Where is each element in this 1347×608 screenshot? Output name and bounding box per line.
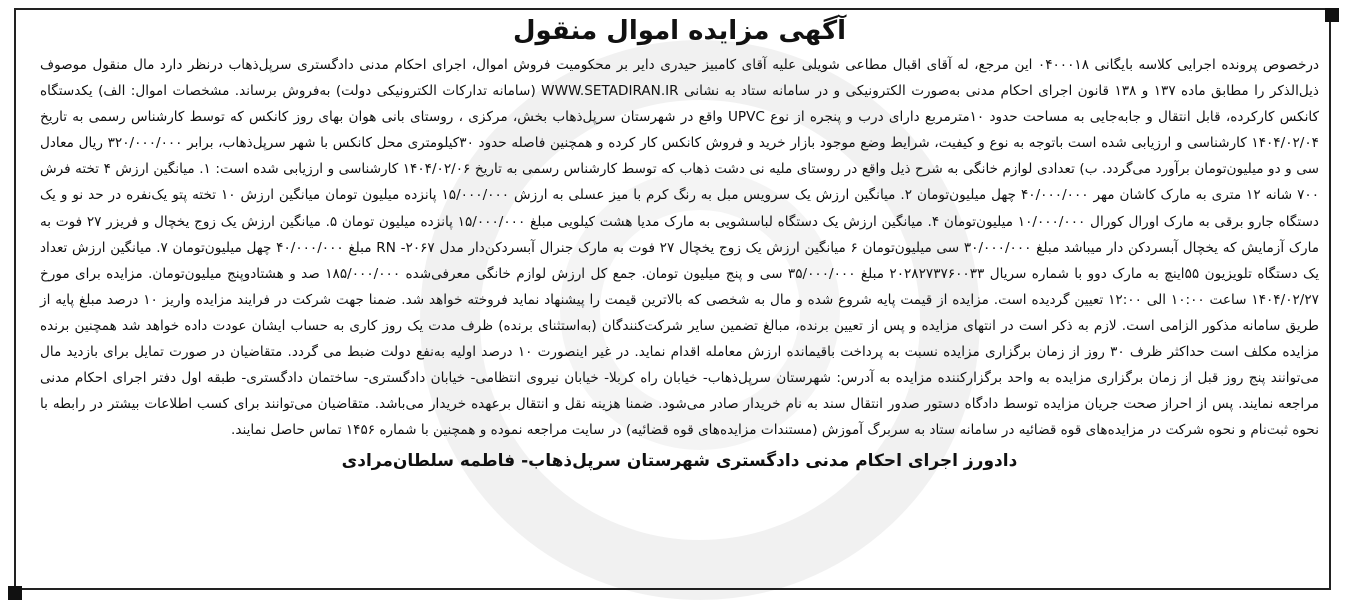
- corner-square-top-right: [1325, 8, 1339, 22]
- corner-square-bottom-left: [8, 586, 22, 600]
- notice-signature: دادورز اجرای احکام مدنی دادگستری شهرستان سرپل‌ذهاب- فاطمه سلطان‌مرادی: [341, 451, 1018, 472]
- notice-content: [40, 14, 1319, 471]
- notice-title: آگهی مزایده اموال منقول: [512, 16, 847, 46]
- notice-body: درخصوص پرونده اجرایی کلاسه بایگانی ۰۴۰۰۰۱۸ این مرجع، له آقای اقبال مطاعی شویلی علیه آقای کامبیز حیدری دایر بر محکومیت فروش اموال، اجرای احکام مدنی دادگستری سرپل‌ذهاب درنظر دارد مال منقول موصوف ذیل‌الذکر را مطابق ماده ۱۳۷ و ۱۳۸ قانون اجرای احکام مدنی به‌صورت الکترونیکی و در سامانه ستاد به نشانی WWW.SETADIRAN.IR (سامانه تدارکات الکترونیکی دولت) به‌فروش برساند. مشخصات اموال: الف) یکدستگاه کانکس کارکرده، قابل انتقال و جابه‌جایی به مساحت حدود ۱۰مترمربع دارای درب و پنجره از نوع UPVC واقع در شهرستان سرپل‌ذهاب بخش، مرکزی ، روستای بانی هوان بهای روز کانکس که توسط کارشناس رسمی به تاریخ ۱۴۰۴/۰۲/۰۴ کارشناسی و ارزیابی شده است باتوجه به نوع و کیفیت، شرایط وضع موجود بازار خرید و فروش کانکس کار کرده و همچنین فاصله حدود ۳۰کیلومتری محل کانکس با شهر سرپل‌ذهاب، برابر ۳۲۰/۰۰۰/۰۰۰ ریال معادل سی و دو میلیون‌تومان برآورد می‌گردد. ب) تعدادی لوازم خانگی به شرح ذیل واقع در روستای ملیه نی دشت ذهاب که توسط کارشناس رسمی به تاریخ ۱۴۰۴/۰۲/۰۶ کارشناسی و ارزیابی شده است: ۱. میانگین ارزش ۴ تخته فرش ۷۰۰ شانه ۱۲ متری به مارک کاشان مهر ۴۰/۰۰۰/۰۰۰ چهل میلیون‌تومان ۲. میانگین ارزش یک سرویس مبل به رنگ کرم با میز عسلی به ارزش ۱۵/۰۰۰/۰۰۰ پانزده میلیون تومان میانگین ارزش ۱۰ تخته پتو یک‌نفره در حد نو و یک دستگاه جارو برقی به مارک اورال کورال ۱۰/۰۰۰/۰۰۰ میلیون‌تومان ۴. میانگین ارزش یک دستگاه لباسشویی به مارک مدیا هشت کیلویی مبلغ ۱۵/۰۰۰/۰۰۰ پانزده میلیون تومان ۵. میانگین ارزش یک زوج یخچال و فریزر ۲۷ فوت به مارک آزمایش که یخچال آبسردکن دار میباشد مبلغ ۳۰/۰۰۰/۰۰۰ سی میلیون‌تومان ۶ میانگین ارزش یک زوج یخچال ۲۷ فوت به مارک جنرال آبسردکن‌دار مدل ۲۰۶۷- RN مبلغ ۴۰/۰۰۰/۰۰۰ چهل میلیون‌تومان ۷. میانگین ارزش تعداد یک دستگاه تلویزیون ۵۵اینچ به مارک دوو با شماره سریال ۲۰۲۸۲۷۳۷۶۰۰۳۳ مبلغ ۳۵/۰۰۰/۰۰۰ سی و پنج میلیون تومان. جمع کل ارزش لوازم خانگی معرفی‌شده ۱۸۵/۰۰۰/۰۰۰ صد و هشتادوپنج میلیون‌تومان. مزایده برای مورخ ۱۴۰۴/۰۲/۲۷ ساعت ۱۰:۰۰ الی ۱۲:۰۰ تعیین گردیده است. مزایده از قیمت پایه شروع شده و مال به شخصی که بالاترین قیمت را پیشنهاد نماید فروخته خواهد شد. ضمنا جهت شرکت در فرایند مزایده واریز ۱۰ درصد مبلغ پایه از طریق سامانه مذکور الزامی است. لازم به ذکر است در انتهای مزایده و پس از تعیین برنده، مبالغ تضمین سایر شرکت‌کنندگان (به‌استثنای برنده) ظرف مدت یک روز کاری به حساب ایشان عودت داده خواهد شد همچنین برنده مزایده مکلف است حداکثر ظرف ۳۰ روز از زمان برگزاری مزایده نسبت به پرداخت باقیمانده ارزش معامله اقدام نماید. در غیر اینصورت ۱۰ درصد اولیه به‌نفع دولت ضبط می گردد. متقاضیان در صورت تمایل برای بازدید مال می‌توانند پنج روز قبل از زمان برگزاری مزایده به واحد برگزارکننده مزایده به آدرس: شهرستان سرپل‌ذهاب- خیابان راه کربلا- خیابان نیروی انتظامی- خیابان دادگستری- ساختمان دادگستری- طبقه اول دفتر اجرای احکام مدنی مراجعه نمایند. پس از احراز صحت جریان مزایده توسط دادگاه دستور صدور انتقال سند به نام خریدار صادر می‌شود. ضمنا هزینه نقل و انتقال برعهده خریدار می‌باشد. متقاضیان می‌توانند برای کسب اطلاعات بیشتر در رابطه با نحوه ثبت‌نام و نحوه شرکت در مزایده‌های قوه قضائیه در سامانه ستاد به سربرگ آموزش (مستندات مزایده‌های قوه قضائیه) در سایت مراجعه نموده و همچنین با شماره ۱۴۵۶ تماس حاصل نمایند.: [40, 57, 1320, 439]
